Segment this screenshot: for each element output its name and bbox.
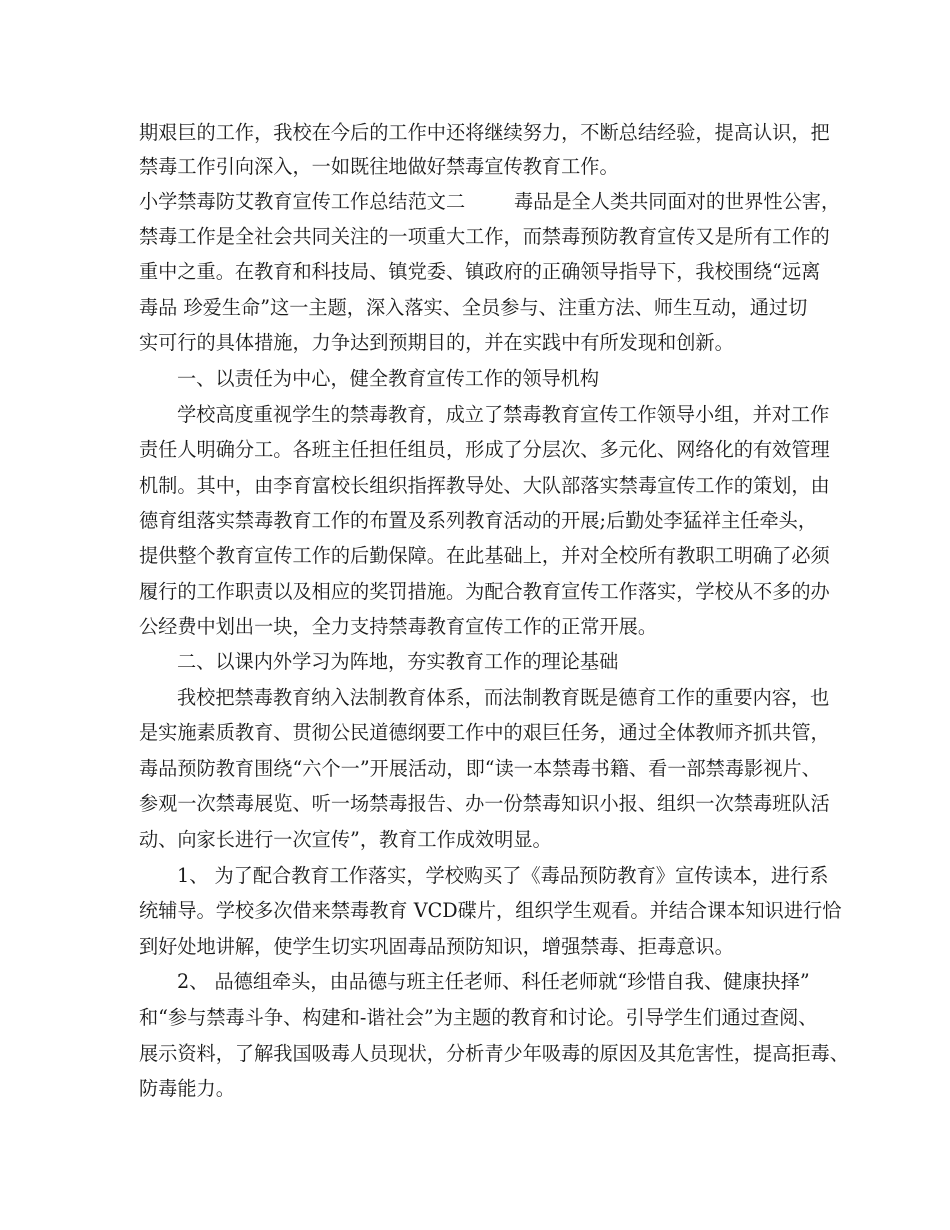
section-heading: 二、以课内外学习为阵地，夯实教育工作的理论基础 [177, 650, 619, 673]
text-line: 小学禁毒防艾教育宣传工作总结范文二 毒品是全人类共同面对的世界性公害， [139, 190, 841, 213]
text-line: 履行的工作职责以及相应的奖罚措施。为配合教育宣传工作落实，学校从不多的办 [139, 580, 830, 603]
list-item: 1、 为了配合教育工作落实，学校购买了《毒品预防教育》宣传读本，进行系 [177, 864, 829, 887]
text-line: 重中之重。在教育和科技局、镇党委、镇政府的正确领导指导下，我校围绕“远离 [139, 260, 821, 283]
list-item: 2、 品德组牵头，由品德与班主任老师、科任老师就“珍惜自我、健康抉择” [177, 970, 810, 993]
text-line: 公经费中划出一块，全力支持禁毒教育宣传工作的正常开展。 [139, 615, 658, 638]
section-heading: 一、以责任为中心，健全教育宣传工作的领导机构 [177, 367, 600, 390]
text-line: 防毒能力。 [139, 1077, 235, 1100]
text-line: 毒品 珍爱生命”这一主题，深入落实、全员参与、注重方法、师生互动，通过切 [139, 296, 808, 319]
text-line: 提供整个教育宣传工作的后勤保障。在此基础上，并对全校所有教职工明确了必须 [139, 544, 830, 567]
text-line: 我校把禁毒教育纳入法制教育体系，而法制教育既是德育工作的重要内容，也 [177, 686, 830, 709]
text-line: 是实施素质教育、贯彻公民道德纲要工作中的艰巨任务，通过全体教师齐抓共管， [139, 721, 830, 744]
text-line: 机制。其中，由李育富校长组织指挥教导处、大队部落实禁毒宣传工作的策划，由 [139, 474, 830, 497]
text-line: 实可行的具体措施，力争达到预期目的，并在实践中有所发现和创新。 [139, 331, 734, 354]
text-line: 禁毒工作引向深入，一如既往地做好禁毒宣传教育工作。 [139, 155, 619, 178]
text-line: 动、向家长进行一次宣传”，教育工作成效明显。 [139, 828, 552, 851]
text-line: 统辅导。学校多次借来禁毒教育 VCD碟片，组织学生观看。并结合课本知识进行恰 [139, 899, 842, 922]
text-line: 到好处地讲解，使学生切实巩固毒品预防知识，增强禁毒、拒毒意识。 [139, 935, 734, 958]
text-line: 参观一次禁毒展览、听一场禁毒报告、办一份禁毒知识小报、组织一次禁毒班队活 [139, 792, 830, 815]
text-line: 展示资料，了解我国吸毒人员现状，分析青少年吸毒的原因及其危害性，提高拒毒、 [139, 1042, 849, 1065]
text-line: 禁毒工作是全社会共同关注的一项重大工作，而禁毒预防教育宣传又是所有工作的 [139, 225, 830, 248]
text-line: 毒品预防教育围绕“六个一”开展活动，即“读一本禁毒书籍、看一部禁毒影视片、 [139, 757, 821, 780]
text-line: 德育组落实禁毒教育工作的布置及系列教育活动的开展;后勤处李猛祥主任牵头， [139, 509, 818, 532]
text-line: 期艰巨的工作，我校在今后的工作中还将继续努力，不断总结经验，提高认识，把 [139, 121, 830, 144]
text-line: 和“参与禁毒斗争、构建和-谐社会”为主题的教育和讨论。引导学生们通过查阅、 [139, 1006, 818, 1029]
text-line: 责任人明确分工。各班主任担任组员，形成了分层次、多元化、网络化的有效管理 [139, 438, 830, 461]
text-line: 学校高度重视学生的禁毒教育，成立了禁毒教育宣传工作领导小组，并对工作 [177, 403, 830, 426]
